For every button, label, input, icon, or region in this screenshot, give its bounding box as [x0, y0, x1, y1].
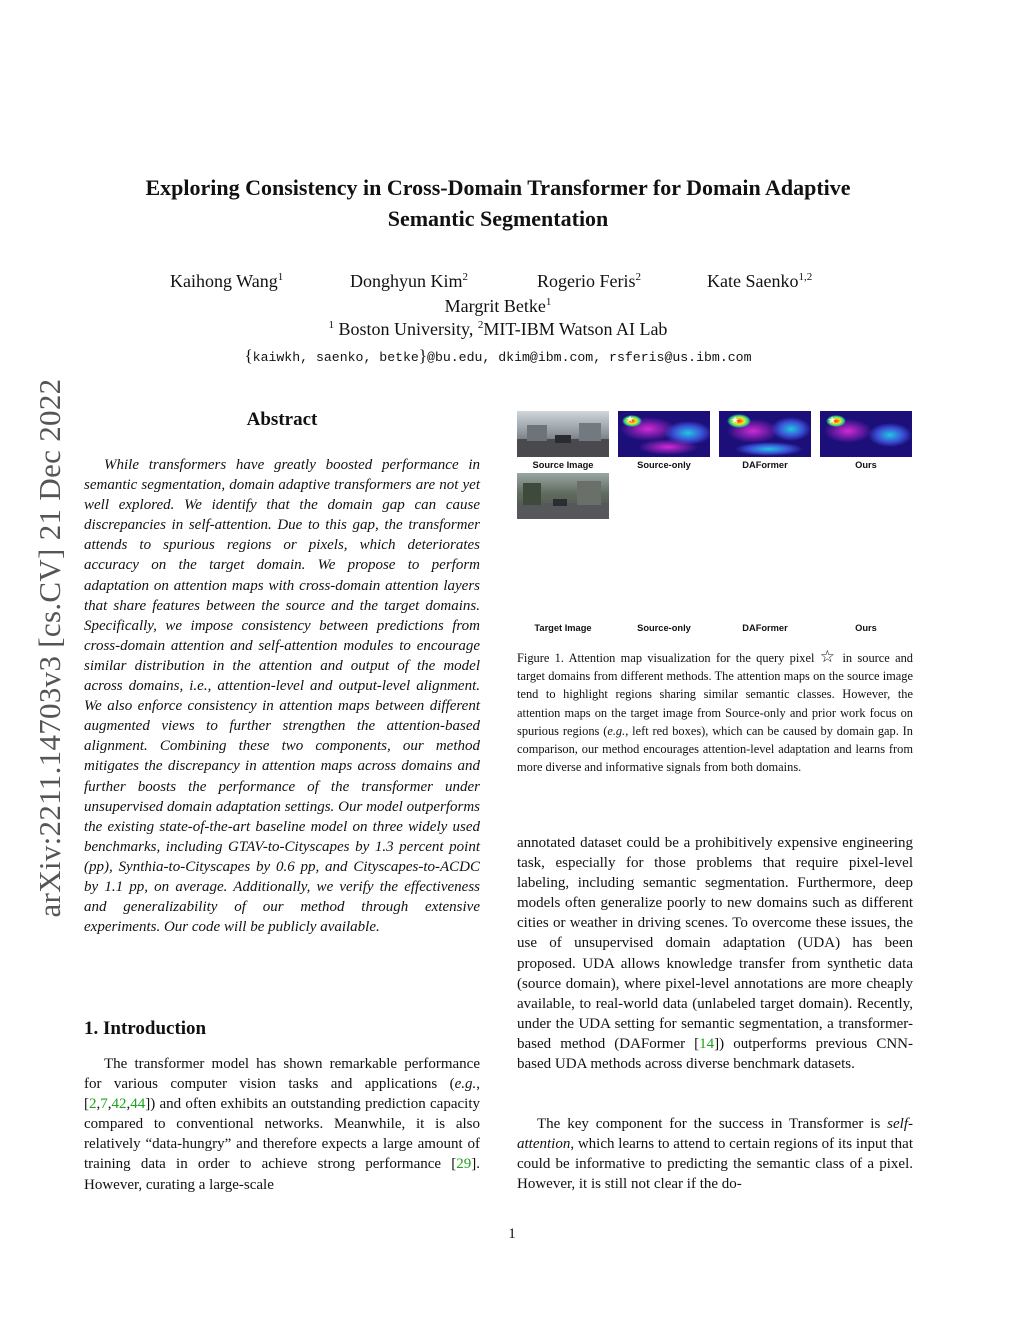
caption-text-b: in source and target domains from different methods. The attention maps on the source image tend to highlight regions sharing similar semantic classes. However, the attention maps on the target image from Source-only and prior work focus on spurious regions (	[517, 651, 913, 738]
author-5-sup: 1	[545, 296, 552, 308]
arxiv-id: arXiv:2211.14703v3 [cs.CV] 21 Dec 2022	[32, 378, 67, 918]
author-5-name: Margrit Betke	[444, 296, 546, 316]
affiliations	[0, 319, 996, 340]
citation-link[interactable]: 14	[699, 1035, 715, 1052]
author-4	[707, 270, 812, 292]
email-brace-close: }	[418, 346, 428, 365]
abstract-text: While transformers have greatly boosted performance in semantic segmentation, domain adaptive transformers are not yet well explored. We identify that the domain gap can cause discrepancies in self-attention. Due to this gap, the transformer attends to spurious regions or pixels, which deteriorates accuracy on the target domain. We propose to perform adaptation on attention maps with cross-domain attention layers that share features between the source and the target domains. Specifically, we impose consistency between predictions from cross-domain attention and self-attention modules to encourage similar distribution in the attention and output of the model across domains, i.e., attention-level and output-level alignment. We also enforce consistency in attention maps between different augmented views to further strengthen the attention-based alignment. Combining these two components, our method mitigates the discrepancy in attention maps across domains and further boosts the performance of the transformer under unsupervised domain adaptation settings. Our model outperforms the existing state-of-the-art baseline model on three widely used benchmarks, including GTAV-to-Cityscapes by 1.3 percent point (pp), Synthia-to-Cityscapes by 0.6 pp, and Cityscapes-to-ACDC by 1.1 pp, on average. Additionally, we verify the effectiveness and generalizability of our method through extensive experiments. Our code will be publicly available.	[84, 457, 480, 936]
author-4-sup: 1,2	[798, 271, 813, 283]
attention-map-tile	[618, 411, 710, 457]
source-image-tile	[517, 411, 609, 457]
title-line-2: Semantic Segmentation	[387, 206, 609, 231]
author-2-name: Donghyun Kim	[350, 271, 463, 291]
caption-text-c: , left red boxes), which can be caused by domain gap. In comparison, our method encourages attention-level adaptation and learns from more diverse and informative signals from both domains.	[517, 723, 913, 775]
author-emails	[100, 346, 896, 366]
citation-link[interactable]: 2	[89, 1096, 97, 1113]
intro-paragraph-3	[517, 1114, 913, 1194]
author-4-name: Kate Saenko	[707, 271, 799, 291]
affiliation-1: Boston University,	[338, 319, 478, 339]
introduction-heading: 1. Introduction	[84, 1018, 207, 1039]
figure-label: DAFormer	[742, 623, 788, 633]
citation-link[interactable]: 44	[130, 1096, 146, 1113]
email-domains: @bu.edu, dkim@ibm.com, rsferis@us.ibm.com	[427, 350, 752, 365]
figure-1-caption	[517, 649, 913, 776]
affiliation-2-sup: 2	[477, 319, 484, 331]
attention-map-tile	[719, 411, 811, 457]
affiliation-1-sup: 1	[328, 319, 335, 331]
author-2-sup: 2	[462, 271, 468, 283]
intro-p2-text-a: annotated dataset could be a prohibitively expensive engineering task, especially for those problems that require pixel-level labeling, including semantic segmentation. Furthermore, deep models often generalize poorly to new domains such as different cities or weather in driving scenes. To overcome these issues, the use of unsupervised domain adaptation (UDA) has been proposed. UDA allows knowledge transfer from synthetic data (source domain), where pixel-level annotations are more cheaply available, to real-world data (unlabeled target domain). Recently, under the UDA setting for semantic segmentation, a transformer-based method (DAFormer [	[517, 835, 913, 1052]
query-star-icon: ★	[626, 414, 635, 424]
figure-1	[517, 411, 913, 637]
email-brace-open: {	[244, 346, 253, 365]
author-1-name: Kaihong Wang	[170, 271, 278, 291]
target-image-tile	[517, 473, 609, 519]
arxiv-sidebar-stamp	[28, 348, 72, 948]
author-3	[537, 270, 641, 292]
attention-map-tile	[820, 411, 912, 457]
figure-label: Source-only	[637, 460, 691, 470]
intro-p2-text-b: ]) outperforms previous CNN-based UDA methods across diverse benchmark datasets.	[517, 1035, 913, 1073]
intro-paragraph-2	[517, 833, 913, 1074]
query-star-icon: ★	[828, 415, 837, 425]
figure-label: Source-only	[637, 623, 691, 633]
query-star-icon: ★	[731, 415, 740, 425]
author-1-sup: 1	[277, 271, 284, 283]
intro-paragraph-1: The transformer model has shown remarkable performance for various computer vision tasks and applications (e.g., [2,7,42,44]) and often exhibits an outstanding prediction capacity compared to conventional networks. Meanwhile, it is also relatively “data-hungry” and therefore expects a large amount of training data in order to achieve strong performance [29]. However, curating a large-scale	[84, 1056, 480, 1193]
citation-link[interactable]: 7	[100, 1096, 108, 1113]
author-5	[0, 295, 996, 317]
author-2	[350, 270, 468, 292]
intro-p3-text-b: , which learns to attend to certain regions of its input that could be informative to predicting the semantic class of a pixel. However, it is still not clear if the do-	[517, 1136, 913, 1193]
figure-label: Source Image	[532, 460, 594, 470]
email-names: kaiwkh, saenko, betke	[252, 350, 419, 365]
intro-p1-text-a: The transformer model has shown remarkable performance for various computer vision tasks and applications (	[84, 1056, 480, 1093]
author-3-name: Rogerio Feris	[537, 271, 636, 291]
paper-title	[80, 172, 916, 234]
figure-label: Ours	[855, 623, 877, 633]
affiliation-2: MIT-IBM Watson AI Lab	[483, 319, 668, 339]
intro-p1-text-c: ]) and often exhibits an outstanding prediction capacity compared to conventional networks. Meanwhile, it is also relatively “data-hungry” and therefore expects a large amount of training data in order to achieve strong performance [	[84, 1096, 480, 1173]
intro-p3-emphasis: self-attention	[517, 1116, 913, 1153]
title-line-1: Exploring Consistency in Cross-Domain Transformer for Domain Adaptive	[145, 175, 851, 200]
citation-link[interactable]: 29	[456, 1156, 472, 1173]
page-number: 1	[508, 1226, 516, 1242]
figure-label: Ours	[855, 460, 877, 470]
citation-link[interactable]: 42	[111, 1096, 127, 1113]
intro-p3-text-a: The key component for the success in Transformer is	[537, 1116, 888, 1132]
caption-text-a: Figure 1. Attention map visualization for the query pixel	[517, 651, 820, 665]
intro-p1-eg: e.g.	[454, 1076, 477, 1093]
abstract-heading: Abstract	[246, 409, 318, 430]
intro-p1-text-d: ]. However, curating a large-scale	[84, 1156, 480, 1193]
figure-label: Target Image	[534, 623, 592, 633]
author-3-sup: 2	[635, 271, 641, 283]
intro-p1-text-b: , [	[84, 1076, 480, 1113]
author-1	[170, 270, 283, 292]
figure-label: DAFormer	[742, 460, 788, 470]
star-outline-icon: ☆	[819, 647, 838, 666]
caption-eg: e.g.	[607, 723, 626, 738]
